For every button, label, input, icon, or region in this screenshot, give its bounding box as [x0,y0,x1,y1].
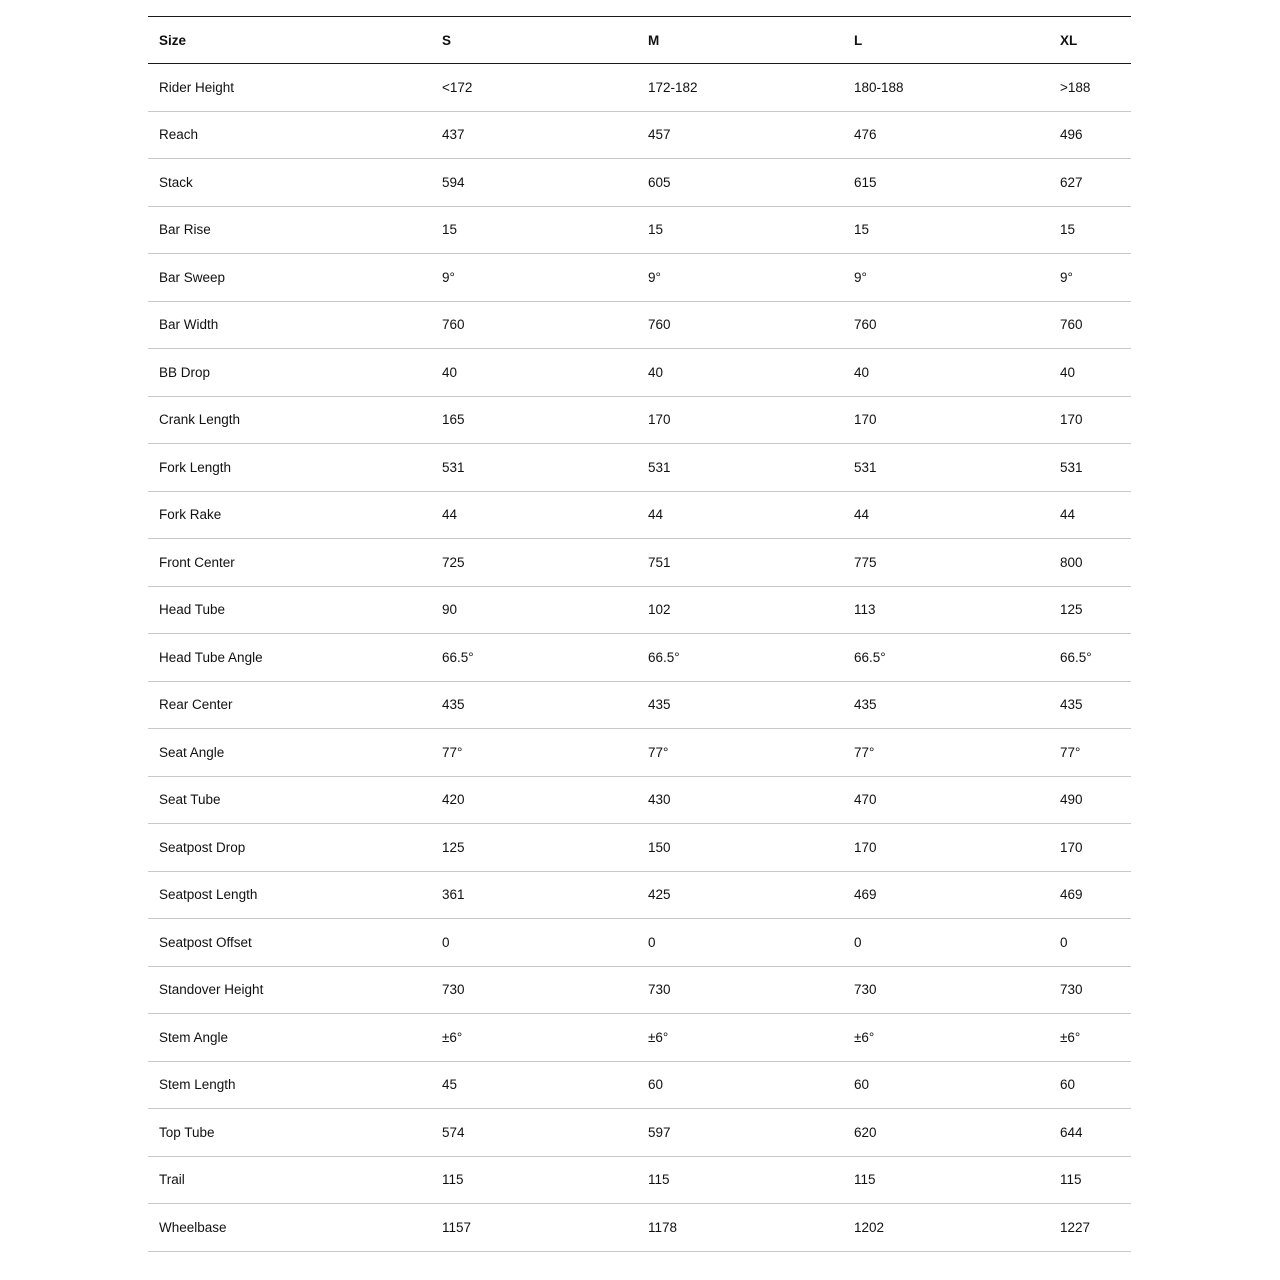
table-row [148,444,1131,492]
row-label: BB Drop [148,349,430,397]
geometry-table [148,16,1131,1252]
cell-value-l: 775 [842,539,1048,587]
geometry-table-body [148,64,1131,1252]
row-label: Seatpost Drop [148,824,430,872]
table-row [148,349,1131,397]
cell-value-xl: 760 [1048,301,1131,349]
row-label: Crank Length [148,396,430,444]
cell-value-xl: 60 [1048,1061,1131,1109]
cell-value-s: ±6° [430,1014,636,1062]
cell-value-m: 40 [636,349,842,397]
row-label: Seat Tube [148,776,430,824]
row-label: Seatpost Offset [148,919,430,967]
cell-value-m: 1178 [636,1204,842,1252]
cell-value-m: ±6° [636,1014,842,1062]
table-row [148,729,1131,777]
cell-value-s: 15 [430,206,636,254]
cell-value-s: 760 [430,301,636,349]
row-label: Wheelbase [148,1204,430,1252]
table-row [148,301,1131,349]
cell-value-m: 0 [636,919,842,967]
row-label: Trail [148,1156,430,1204]
cell-value-s: 40 [430,349,636,397]
cell-value-xl: 125 [1048,586,1131,634]
cell-value-l: 180-188 [842,64,1048,112]
cell-value-m: 751 [636,539,842,587]
row-label: Fork Rake [148,491,430,539]
cell-value-s: 531 [430,444,636,492]
table-row [148,776,1131,824]
table-row [148,159,1131,207]
cell-value-xl: 170 [1048,824,1131,872]
cell-value-m: 15 [636,206,842,254]
cell-value-xl: 531 [1048,444,1131,492]
table-row [148,111,1131,159]
cell-value-xl: 469 [1048,871,1131,919]
cell-value-s: 1157 [430,1204,636,1252]
table-row [148,1061,1131,1109]
row-label: Reach [148,111,430,159]
cell-value-m: 115 [636,1156,842,1204]
cell-value-m: 172-182 [636,64,842,112]
cell-value-xl: 77° [1048,729,1131,777]
header-row [148,17,1131,64]
cell-value-l: 60 [842,1061,1048,1109]
row-label: Stem Angle [148,1014,430,1062]
cell-value-s: 435 [430,681,636,729]
table-row [148,824,1131,872]
table-row [148,396,1131,444]
cell-value-s: 574 [430,1109,636,1157]
cell-value-l: 620 [842,1109,1048,1157]
row-label: Stack [148,159,430,207]
row-label: Seatpost Length [148,871,430,919]
table-row [148,64,1131,112]
header-size-m: M [636,17,842,64]
cell-value-xl: 66.5° [1048,634,1131,682]
cell-value-s: 115 [430,1156,636,1204]
row-label: Stem Length [148,1061,430,1109]
table-row [148,1109,1131,1157]
cell-value-s: 44 [430,491,636,539]
row-label: Bar Sweep [148,254,430,302]
header-size-s: S [430,17,636,64]
table-row [148,966,1131,1014]
row-label: Standover Height [148,966,430,1014]
row-label: Head Tube [148,586,430,634]
cell-value-l: 44 [842,491,1048,539]
cell-value-l: 0 [842,919,1048,967]
header-size-label: Size [148,17,430,64]
table-row [148,1156,1131,1204]
cell-value-l: 476 [842,111,1048,159]
cell-value-s: 125 [430,824,636,872]
table-row [148,1014,1131,1062]
cell-value-s: 90 [430,586,636,634]
row-label: Top Tube [148,1109,430,1157]
table-row [148,871,1131,919]
cell-value-m: 150 [636,824,842,872]
row-label: Front Center [148,539,430,587]
cell-value-l: 15 [842,206,1048,254]
cell-value-l: 1202 [842,1204,1048,1252]
cell-value-xl: 15 [1048,206,1131,254]
cell-value-xl: 435 [1048,681,1131,729]
cell-value-xl: 496 [1048,111,1131,159]
cell-value-xl: 800 [1048,539,1131,587]
cell-value-l: ±6° [842,1014,1048,1062]
table-row [148,254,1131,302]
table-row [148,681,1131,729]
cell-value-l: 170 [842,396,1048,444]
cell-value-l: 615 [842,159,1048,207]
cell-value-s: 165 [430,396,636,444]
table-row [148,919,1131,967]
cell-value-xl: 9° [1048,254,1131,302]
row-label: Rear Center [148,681,430,729]
cell-value-xl: 627 [1048,159,1131,207]
cell-value-xl: 40 [1048,349,1131,397]
cell-value-m: 760 [636,301,842,349]
cell-value-s: 9° [430,254,636,302]
table-row [148,1204,1131,1252]
cell-value-m: 531 [636,444,842,492]
cell-value-l: 40 [842,349,1048,397]
cell-value-s: 730 [430,966,636,1014]
cell-value-m: 425 [636,871,842,919]
cell-value-s: 725 [430,539,636,587]
cell-value-xl: 170 [1048,396,1131,444]
cell-value-l: 170 [842,824,1048,872]
cell-value-l: 77° [842,729,1048,777]
cell-value-s: 77° [430,729,636,777]
row-label: Seat Angle [148,729,430,777]
row-label: Bar Width [148,301,430,349]
cell-value-xl: 730 [1048,966,1131,1014]
cell-value-xl: 115 [1048,1156,1131,1204]
cell-value-l: 470 [842,776,1048,824]
cell-value-l: 66.5° [842,634,1048,682]
header-size-l: L [842,17,1048,64]
geometry-table-header [148,17,1131,64]
cell-value-m: 457 [636,111,842,159]
cell-value-m: 170 [636,396,842,444]
cell-value-xl: 1227 [1048,1204,1131,1252]
cell-value-m: 435 [636,681,842,729]
cell-value-s: 66.5° [430,634,636,682]
row-label: Rider Height [148,64,430,112]
table-row [148,586,1131,634]
cell-value-l: 469 [842,871,1048,919]
cell-value-xl: >188 [1048,64,1131,112]
cell-value-l: 115 [842,1156,1048,1204]
cell-value-m: 9° [636,254,842,302]
cell-value-l: 9° [842,254,1048,302]
cell-value-xl: 644 [1048,1109,1131,1157]
row-label: Head Tube Angle [148,634,430,682]
cell-value-s: 437 [430,111,636,159]
cell-value-s: 45 [430,1061,636,1109]
table-row [148,491,1131,539]
cell-value-m: 44 [636,491,842,539]
table-row [148,539,1131,587]
cell-value-m: 60 [636,1061,842,1109]
cell-value-l: 113 [842,586,1048,634]
cell-value-l: 730 [842,966,1048,1014]
cell-value-l: 531 [842,444,1048,492]
cell-value-m: 77° [636,729,842,777]
cell-value-xl: 0 [1048,919,1131,967]
cell-value-m: 66.5° [636,634,842,682]
cell-value-s: 594 [430,159,636,207]
cell-value-m: 597 [636,1109,842,1157]
cell-value-s: 361 [430,871,636,919]
cell-value-xl: 490 [1048,776,1131,824]
cell-value-xl: ±6° [1048,1014,1131,1062]
row-label: Fork Length [148,444,430,492]
cell-value-l: 760 [842,301,1048,349]
cell-value-s: <172 [430,64,636,112]
table-row [148,206,1131,254]
cell-value-s: 420 [430,776,636,824]
cell-value-s: 0 [430,919,636,967]
cell-value-l: 435 [842,681,1048,729]
cell-value-m: 730 [636,966,842,1014]
cell-value-m: 605 [636,159,842,207]
cell-value-xl: 44 [1048,491,1131,539]
cell-value-m: 102 [636,586,842,634]
table-row [148,634,1131,682]
row-label: Bar Rise [148,206,430,254]
cell-value-m: 430 [636,776,842,824]
header-size-xl: XL [1048,17,1131,64]
